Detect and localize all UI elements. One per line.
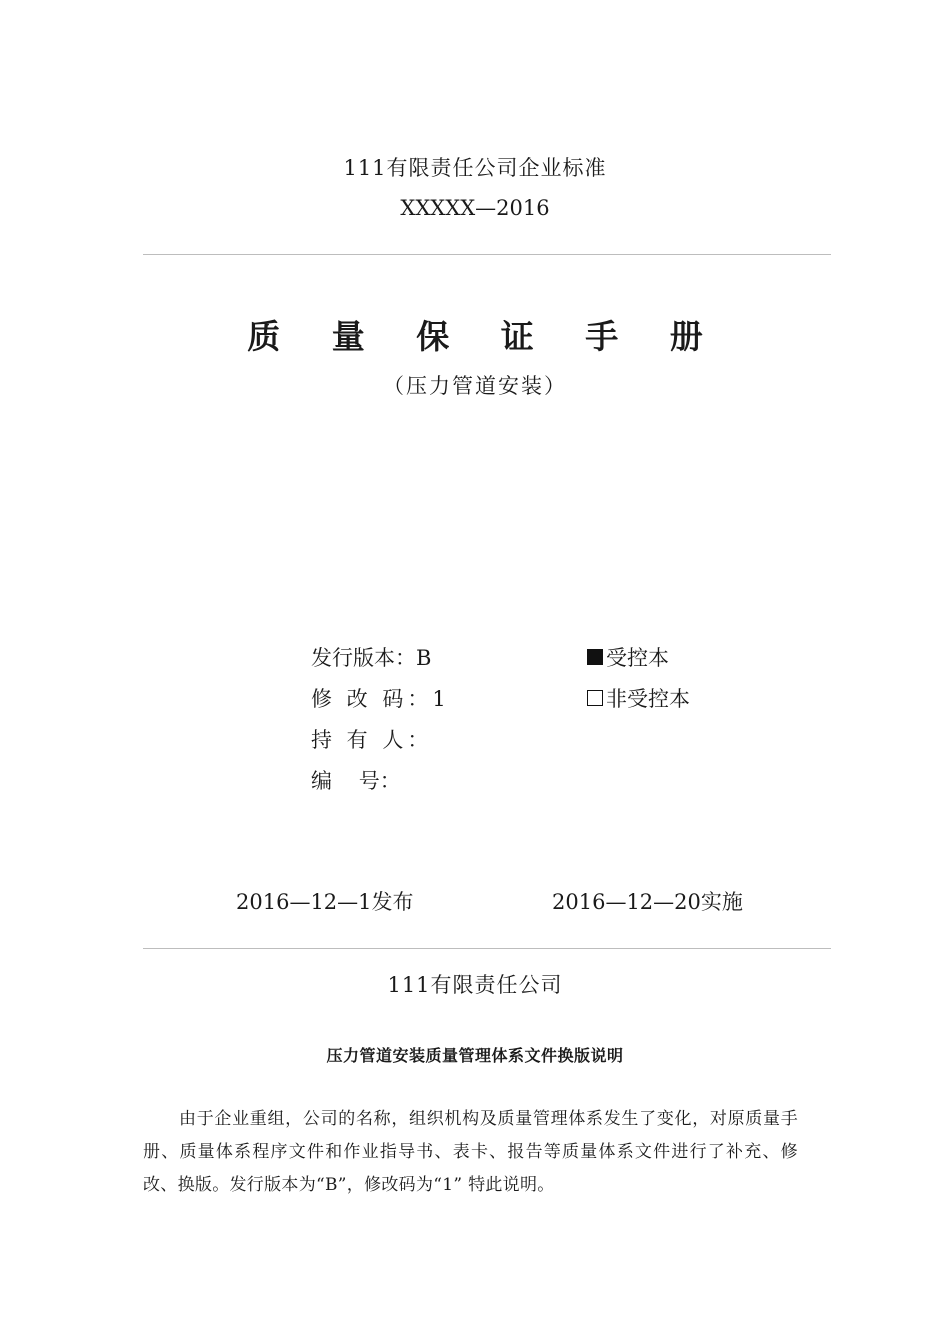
company-name: 111有限责任公司 (387, 973, 563, 997)
holder-row (311, 724, 432, 754)
holder-label: 持 有 人： (311, 728, 433, 752)
revision-note-title: 压力管道安装质量管理体系文件换版说明 (326, 1046, 624, 1065)
standard-code: XXXXX—2016 (400, 196, 550, 220)
version-label: 发行版本： (311, 646, 416, 670)
top-divider (143, 254, 831, 255)
effective-date: 2016—12—20实施 (552, 890, 743, 914)
revision-label: 修 改 码： (311, 687, 433, 711)
controlled-copy-label: 受控本 (606, 646, 669, 670)
revision-row (311, 683, 446, 713)
controlled-copy-option (587, 642, 669, 672)
company-standard-heading: 111有限责任公司企业标准 (343, 156, 607, 180)
bottom-divider (143, 948, 831, 949)
checked-box-icon (587, 649, 603, 665)
unchecked-box-icon (587, 690, 603, 706)
document-title: 质 量 保 证 手 册 (247, 317, 723, 356)
revision-value: 1 (432, 687, 446, 711)
uncontrolled-copy-label: 非受控本 (606, 687, 690, 711)
uncontrolled-copy-option (587, 683, 690, 713)
number-label: 编 号： (311, 769, 401, 793)
revision-note-body: 由于企业重组，公司的名称，组织机构及质量管理体系发生了变化，对原质量手册、质量体系程序文件和作业指导书、表卡、报告等质量体系文件进行了补充、修改、换版。发行版本为“B”，修改码为“1” 特此说明。 (143, 1109, 798, 1195)
version-row (311, 642, 431, 672)
document-subtitle: （压力管道安装） (383, 374, 567, 398)
version-value: B (416, 646, 432, 670)
issue-date: 2016—12—1发布 (236, 890, 414, 914)
number-row (311, 765, 401, 795)
